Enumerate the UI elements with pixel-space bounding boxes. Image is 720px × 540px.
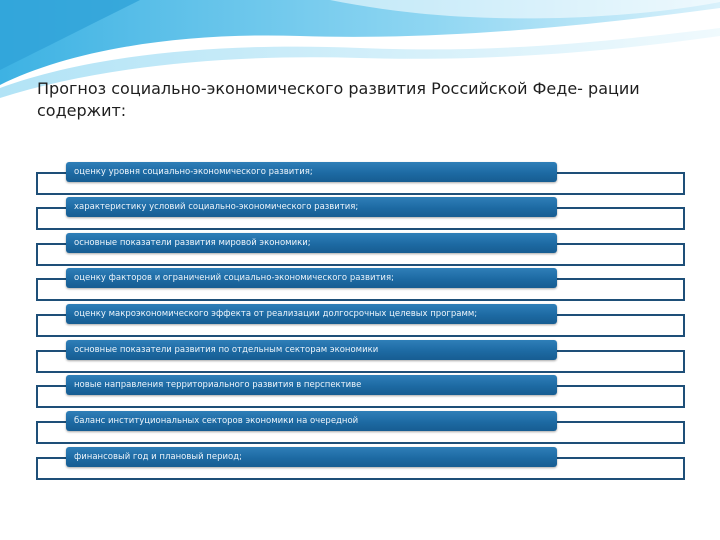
item-bar bbox=[66, 340, 557, 360]
item-label: баланс институциональных секторов экономики на очередной bbox=[74, 416, 359, 426]
slide-title: Прогноз социально-экономического развития Российской Феде- рации содержит: bbox=[37, 79, 640, 120]
item-bar bbox=[66, 447, 557, 467]
list-item bbox=[36, 304, 685, 324]
list-item bbox=[36, 233, 685, 253]
item-bar bbox=[66, 268, 557, 288]
item-label: оценку уровня социально-экономического развития; bbox=[74, 167, 313, 177]
item-bar bbox=[66, 411, 557, 431]
item-label: финансовый год и плановый период; bbox=[74, 452, 242, 462]
item-label: оценку макроэкономического эффекта от реализации долгосрочных целевых программ; bbox=[74, 309, 478, 319]
item-bar bbox=[66, 375, 557, 395]
list-item bbox=[36, 162, 685, 182]
list-item bbox=[36, 411, 685, 431]
item-bar bbox=[66, 162, 557, 182]
list-item bbox=[36, 340, 685, 360]
list-item bbox=[36, 447, 685, 467]
list-item bbox=[36, 268, 685, 288]
item-bar bbox=[66, 197, 557, 217]
item-label: основные показатели развития мировой экономики; bbox=[74, 238, 311, 248]
item-label: характеристику условий социально-экономического развития; bbox=[74, 202, 359, 212]
list-item bbox=[36, 197, 685, 217]
item-bar bbox=[66, 304, 557, 324]
item-label: новые направления территориального развития в перспективе bbox=[74, 380, 362, 390]
item-label: оценку факторов и ограничений социально-экономического развития; bbox=[74, 273, 394, 283]
item-bar bbox=[66, 233, 557, 253]
item-label: основные показатели развития по отдельным секторам экономики bbox=[74, 345, 379, 355]
list-item bbox=[36, 375, 685, 395]
